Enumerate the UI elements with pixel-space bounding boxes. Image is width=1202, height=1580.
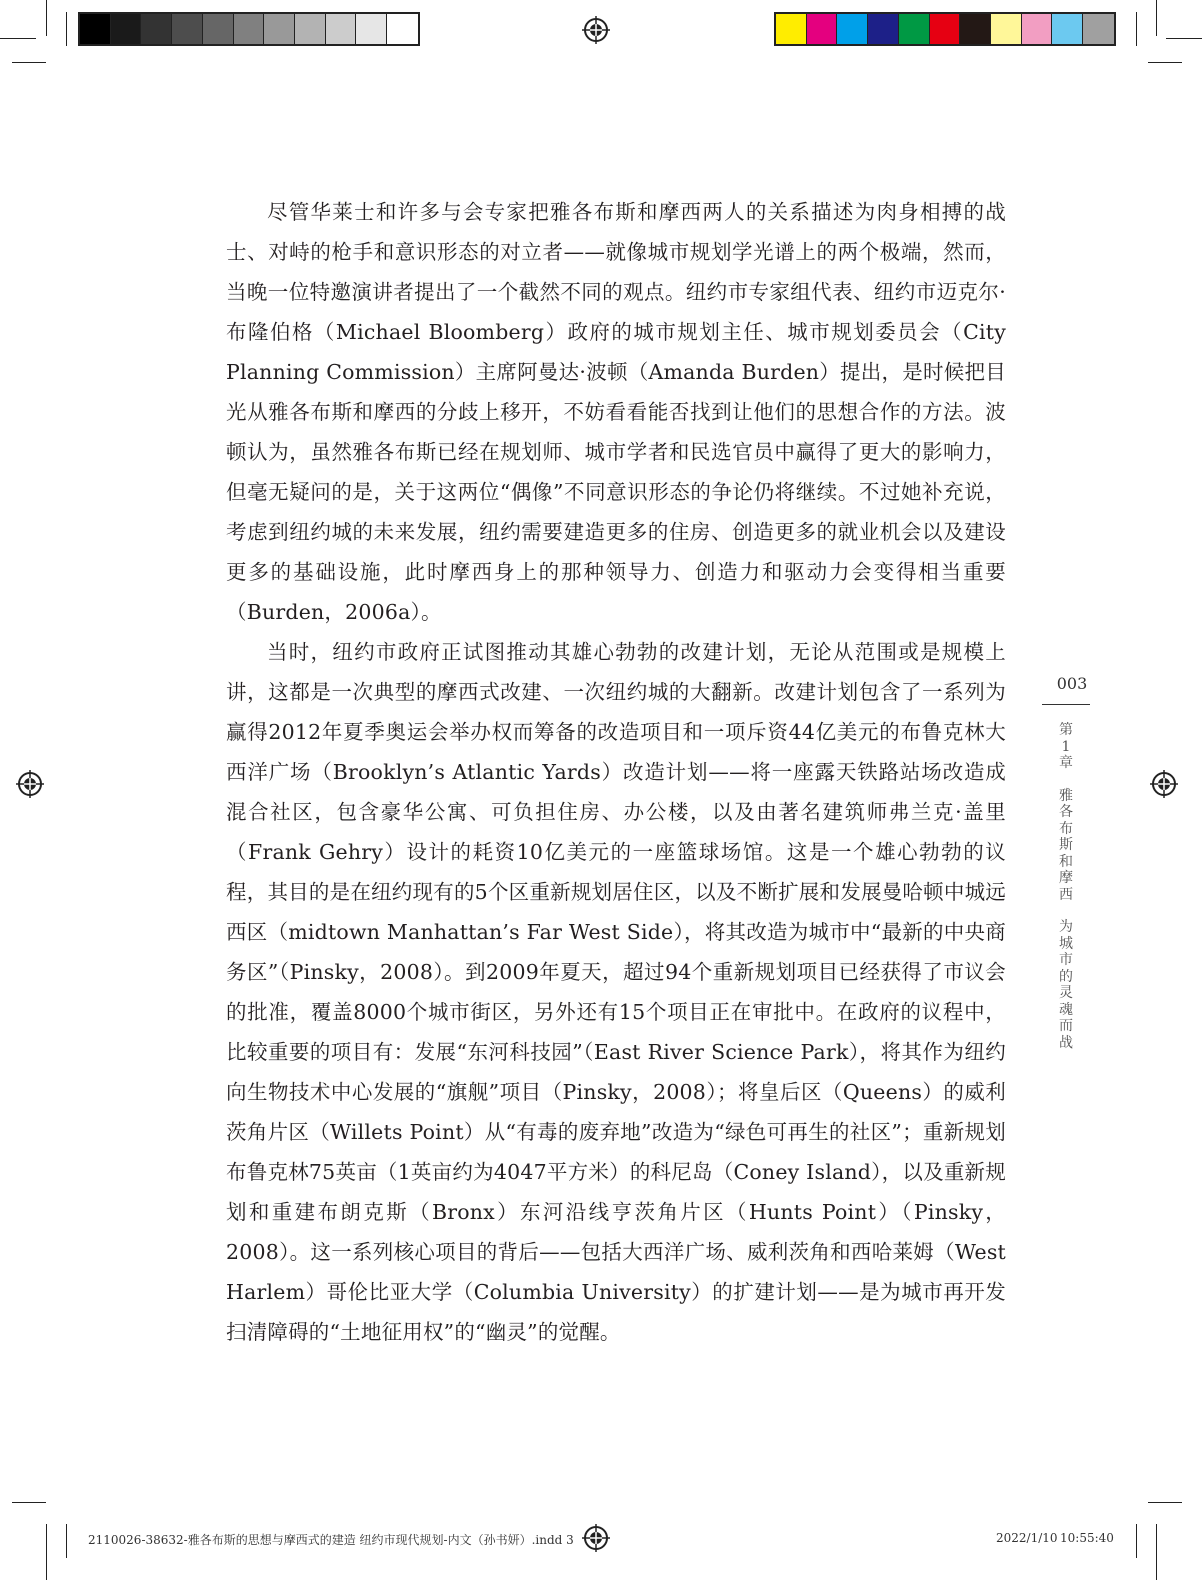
grayscale-swatch	[356, 14, 387, 44]
body-text	[226, 192, 1006, 1352]
process-swatch	[807, 14, 838, 44]
process-swatch	[930, 14, 961, 44]
crop-mark	[1136, 1524, 1137, 1558]
slug-time: 10:55:40	[1060, 1531, 1114, 1545]
grayscale-swatch	[326, 14, 357, 44]
grayscale-swatch	[80, 14, 111, 44]
crop-mark	[1136, 12, 1137, 46]
running-head-subtitle: 为城市的灵魂而战	[1059, 919, 1073, 1051]
process-swatch	[960, 14, 991, 44]
grayscale-swatch	[295, 14, 326, 44]
grayscale-swatch	[203, 14, 234, 44]
registration-mark-bottom	[582, 1524, 610, 1552]
process-swatch	[868, 14, 899, 44]
process-swatch	[899, 14, 930, 44]
page-number: 003	[1056, 674, 1088, 693]
process-color-bar	[774, 12, 1116, 46]
crop-mark	[1156, 0, 1157, 36]
process-swatch	[1052, 14, 1083, 44]
paragraph-1: 尽管华莱士和许多与会专家把雅各布斯和摩西两人的关系描述为肉身相搏的战士、对峙的枪手和意识形态的对立者——就像城市规划学光谱上的两个极端，然而，当晚一位特邀演讲者提出了一个截然不同的观点。纽约市专家组代表、纽约市迈克尔·布隆伯格（Michael Bloomberg）政府的城市规划主任、城市规划委员会（City Planning Commission）主席阿曼达·波顿（Amanda Burden）提出，是时候把目光从雅各布斯和摩西的分歧上移开，不妨看看能否找到让他们的思想合作的方法。波顿认为，虽然雅各布斯已经在规划师、城市学者和民选官员中赢得了更大的影响力，但毫无疑问的是，关于这两位“偶像”不同意识形态的争论仍将继续。不过她补充说，考虑到纽约城的未来发展，纽约需要建造更多的住房、创造更多的就业机会以及建设更多的基础设施，此时摩西身上的那种领导力、创造力和驱动力会变得相当重要（Burden，2006a）。	[226, 200, 1006, 624]
registration-mark-right	[1150, 770, 1178, 798]
slug-filename: 2110026-38632-雅各布斯的思想与摩西式的建造 纽约市现代规划-内文（孙书妍）.indd 3	[88, 1533, 574, 1547]
grayscale-swatch	[172, 14, 203, 44]
grayscale-swatch	[141, 14, 172, 44]
running-head-title: 雅各布斯和摩西	[1059, 787, 1073, 903]
crop-mark	[66, 12, 67, 46]
crop-mark	[1148, 1502, 1182, 1503]
crop-mark	[46, 0, 47, 36]
running-head-chapter: 第1章	[1059, 722, 1073, 771]
slug-date: 2022/1/10	[996, 1531, 1058, 1545]
crop-mark	[12, 1502, 46, 1503]
process-swatch	[837, 14, 868, 44]
process-swatch	[1022, 14, 1053, 44]
folio-rule	[1042, 704, 1090, 705]
crop-mark	[46, 1524, 47, 1580]
grayscale-swatch	[234, 14, 265, 44]
process-swatch	[776, 14, 807, 44]
process-swatch	[991, 14, 1022, 44]
grayscale-swatch	[387, 14, 418, 44]
grayscale-swatch	[111, 14, 142, 44]
running-head	[1058, 722, 1074, 1051]
crop-mark	[1166, 38, 1202, 39]
grayscale-color-bar	[78, 12, 420, 46]
registration-mark-top	[582, 16, 610, 44]
crop-mark	[12, 62, 46, 63]
crop-mark	[1148, 62, 1182, 63]
paragraph-2: 当时，纽约市政府正试图推动其雄心勃勃的改建计划，无论从范围或是规模上讲，这都是一次典型的摩西式改建、一次纽约城的大翻新。改建计划包含了一系列为赢得2012年夏季奥运会举办权而筹备的改造项目和一项斥资44亿美元的布鲁克林大西洋广场（Brooklyn’s Atlantic Yards）改造计划——将一座露天铁路站场改造成混合社区，包含豪华公寓、可负担住房、办公楼，以及由著名建筑师弗兰克·盖里（Frank Gehry）设计的耗资10亿美元的一座篮球场馆。这是一个雄心勃勃的议程，其目的是在纽约现有的5个区重新规划居住区，以及不断扩展和发展曼哈顿中城远西区（midtown Manhattan’s Far West Side），将其改造为城市中“最新的中央商务区”（Pinsky，2008）。到2009年夏天，超过94个重新规划项目已经获得了市议会的批准，覆盖8000个城市街区，另外还有15个项目正在审批中。在政府的议程中，比较重要的项目有：发展“东河科技园”（East River Science Park），将其作为纽约向生物技术中心发展的“旗舰”项目（Pinsky，2008）；将皇后区（Queens）的威利茨角片区（Willets Point）从“有毒的废弃地”改造为“绿色可再生的社区”；重新规划布鲁克林75英亩（1英亩约为4047平方米）的科尼岛（Coney Island），以及重新规划和重建布朗克斯（Bronx）东河沿线亨茨角片区（Hunts Point）（Pinsky，2008）。这一系列核心项目的背后——包括大西洋广场、威利茨角和西哈莱姆（West Harlem）哥伦比亚大学（Columbia University）的扩建计划——是为城市再开发扫清障碍的“土地征用权”的“幽灵”的觉醒。	[226, 640, 1006, 1344]
crop-mark	[66, 1524, 67, 1558]
crop-mark	[1156, 1524, 1157, 1580]
process-swatch	[1083, 14, 1114, 44]
crop-mark	[0, 38, 36, 39]
registration-mark-left	[16, 770, 44, 798]
grayscale-swatch	[264, 14, 295, 44]
